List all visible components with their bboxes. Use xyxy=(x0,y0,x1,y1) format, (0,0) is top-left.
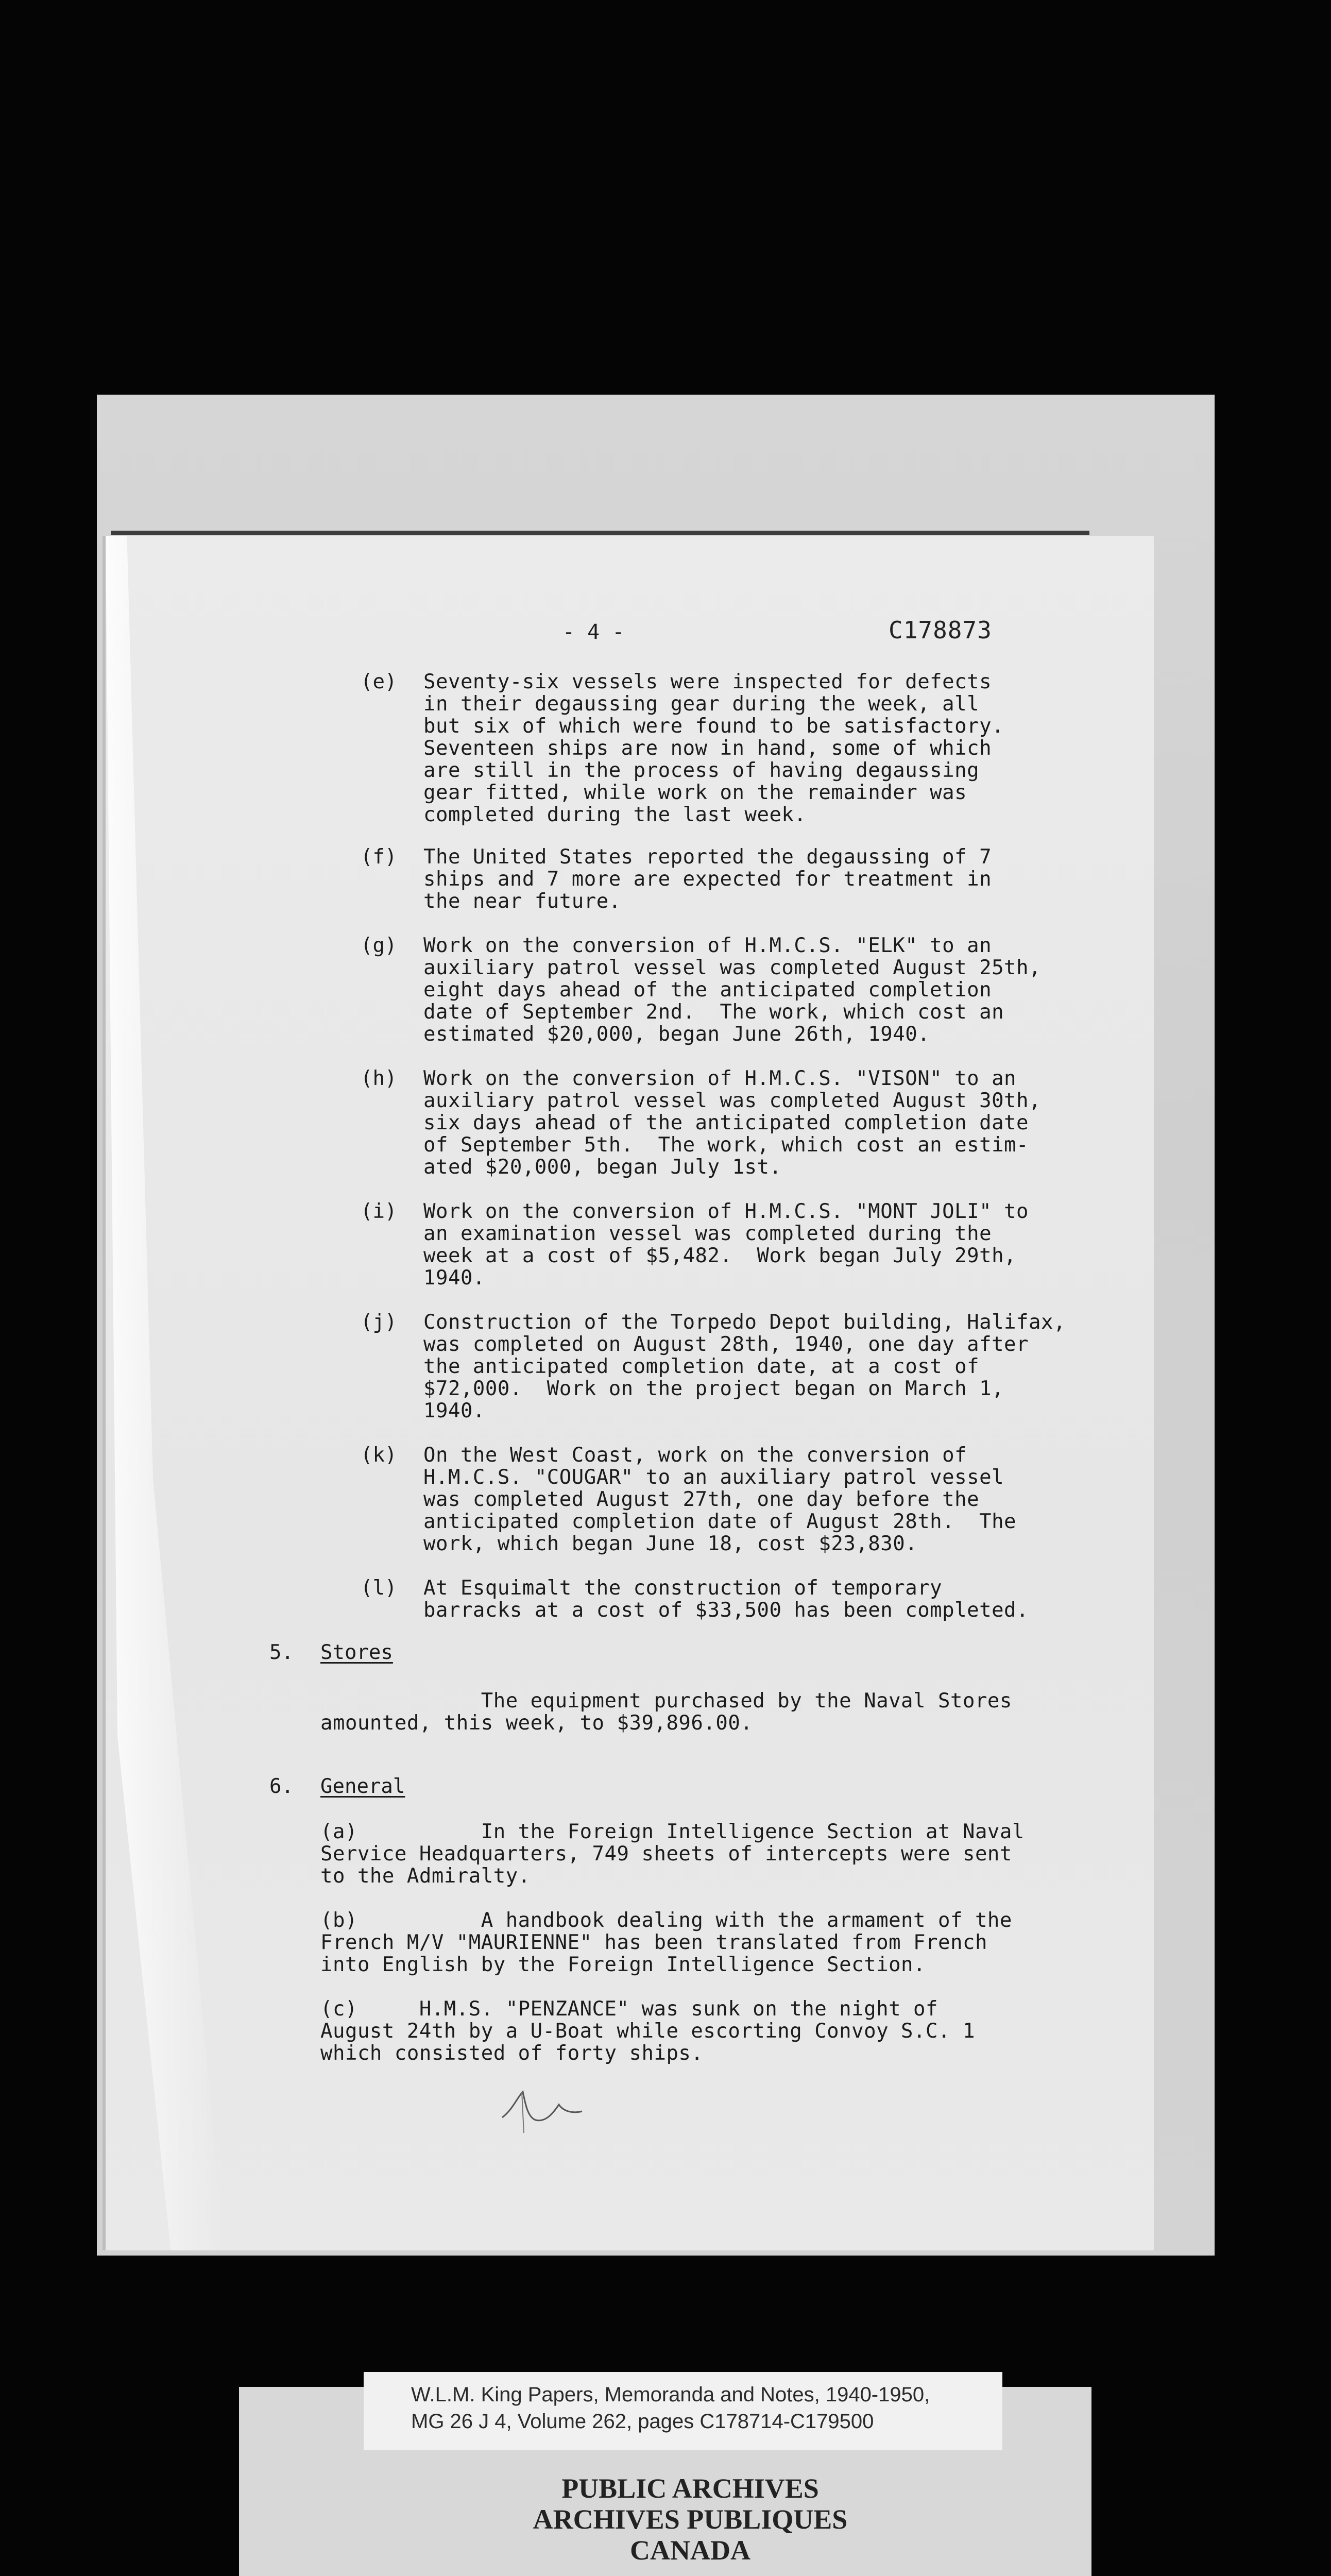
item-label: (e) xyxy=(361,670,397,693)
section-line: amounted, this week, to $39,896.00. xyxy=(320,1711,753,1735)
item-line: eight days ahead of the anticipated completion xyxy=(423,978,992,1002)
item-line: are still in the process of having degaussing xyxy=(423,759,980,782)
item-line: On the West Coast, work on the conversion of xyxy=(423,1444,967,1467)
item-line: barracks at a cost of $33,500 has been completed. xyxy=(423,1599,1029,1622)
item-line: Seventeen ships are now in hand, some of which xyxy=(423,737,992,760)
item-line: in their degaussing gear during the week, all xyxy=(423,692,980,716)
item-line: Work on the conversion of H.M.C.S. "ELK" to an xyxy=(423,934,992,957)
para-line: (b) A handbook dealing with the armament of the xyxy=(320,1909,1012,1932)
archive-name-line: CANADA xyxy=(630,2535,750,2566)
archive-name xyxy=(484,2473,896,2566)
item-line: six days ahead of the anticipated completion date xyxy=(423,1111,1029,1134)
section-heading: General xyxy=(320,1775,405,1798)
item-line: an examination vessel was completed during the xyxy=(423,1222,992,1245)
item-line: At Esquimalt the construction of temporary xyxy=(423,1577,943,1600)
item-label: (j) xyxy=(361,1311,397,1334)
item-line: auxiliary patrol vessel was completed August 25th, xyxy=(423,956,1041,979)
item-line: auxiliary patrol vessel was completed August 30th, xyxy=(423,1089,1041,1112)
item-line: 1940. xyxy=(423,1266,485,1290)
item-line: the near future. xyxy=(423,890,621,913)
reference-line: MG 26 J 4, Volume 262, pages C178714-C179500 xyxy=(411,2410,874,2433)
item-line: was completed August 27th, one day before the xyxy=(423,1488,980,1511)
item-line: 1940. xyxy=(423,1399,485,1422)
item-line: ated $20,000, began July 1st. xyxy=(423,1156,782,1179)
archive-name-line: PUBLIC ARCHIVES xyxy=(561,2473,819,2504)
item-label: (f) xyxy=(361,845,397,869)
item-line: The United States reported the degaussing of 7 xyxy=(423,845,992,869)
para-line: (a) In the Foreign Intelligence Section at Naval xyxy=(320,1820,1025,1843)
item-line: estimated $20,000, began June 26th, 1940. xyxy=(423,1023,930,1046)
item-label: (h) xyxy=(361,1067,397,1090)
section-number: 5. xyxy=(269,1641,294,1664)
item-line: H.M.C.S. "COUGAR" to an auxiliary patrol vessel xyxy=(423,1466,1004,1489)
para-line: to the Admiralty. xyxy=(320,1865,531,1888)
handwritten-initial-mark xyxy=(497,2081,590,2138)
item-line: work, which began June 18, cost $23,830. xyxy=(423,1532,918,1555)
sheet-top-edge xyxy=(111,531,1089,535)
para-line: which consisted of forty ships. xyxy=(320,2042,704,2065)
item-line: ships and 7 more are expected for treatment in xyxy=(423,868,992,891)
section-line: The equipment purchased by the Naval Stores xyxy=(320,1689,1012,1713)
item-line: Work on the conversion of H.M.C.S. "VISON" to an xyxy=(423,1067,1017,1090)
document-id-stamp: C178873 xyxy=(889,616,992,644)
item-line: completed during the last week. xyxy=(423,803,807,826)
para-line: Service Headquarters, 749 sheets of intercepts were sent xyxy=(320,1842,1012,1866)
item-line: but six of which were found to be satisfactory. xyxy=(423,715,1004,738)
reference-line: W.L.M. King Papers, Memoranda and Notes, 1940-1950, xyxy=(411,2383,930,2406)
section-number: 6. xyxy=(269,1775,294,1798)
item-line: Construction of the Torpedo Depot building, Halifax, xyxy=(423,1311,1066,1334)
item-label: (g) xyxy=(361,934,397,957)
item-line: $72,000. Work on the project began on March 1, xyxy=(423,1377,1004,1400)
page-number: - 4 - xyxy=(562,620,625,644)
archive-name-line: ARCHIVES PUBLIQUES xyxy=(533,2504,848,2535)
item-label: (i) xyxy=(361,1200,397,1223)
item-line: anticipated completion date of August 28th. The xyxy=(423,1510,1017,1533)
para-line: into English by the Foreign Intelligence Section. xyxy=(320,1953,926,1976)
item-line: Seventy-six vessels were inspected for defects xyxy=(423,670,992,693)
item-line: gear fitted, while work on the remainder was xyxy=(423,781,967,804)
item-line: the anticipated completion date, at a cost of xyxy=(423,1355,980,1378)
section-heading: Stores xyxy=(320,1641,393,1664)
para-line: (c) H.M.S. "PENZANCE" was sunk on the night of xyxy=(320,1997,938,2021)
para-line: August 24th by a U-Boat while escorting Convoy S.C. 1 xyxy=(320,2020,975,2043)
item-line: week at a cost of $5,482. Work began July 29th, xyxy=(423,1244,1017,1267)
item-line: date of September 2nd. The work, which cost an xyxy=(423,1001,1004,1024)
reference-text xyxy=(411,2381,930,2435)
para-line: French M/V "MAURIENNE" has been translated from French xyxy=(320,1931,987,1954)
item-line: was completed on August 28th, 1940, one day after xyxy=(423,1333,1029,1356)
item-label: (k) xyxy=(361,1444,397,1467)
item-line: Work on the conversion of H.M.C.S. "MONT JOLI" to xyxy=(423,1200,1029,1223)
item-label: (l) xyxy=(361,1577,397,1600)
item-line: of September 5th. The work, which cost an estim- xyxy=(423,1133,1029,1157)
